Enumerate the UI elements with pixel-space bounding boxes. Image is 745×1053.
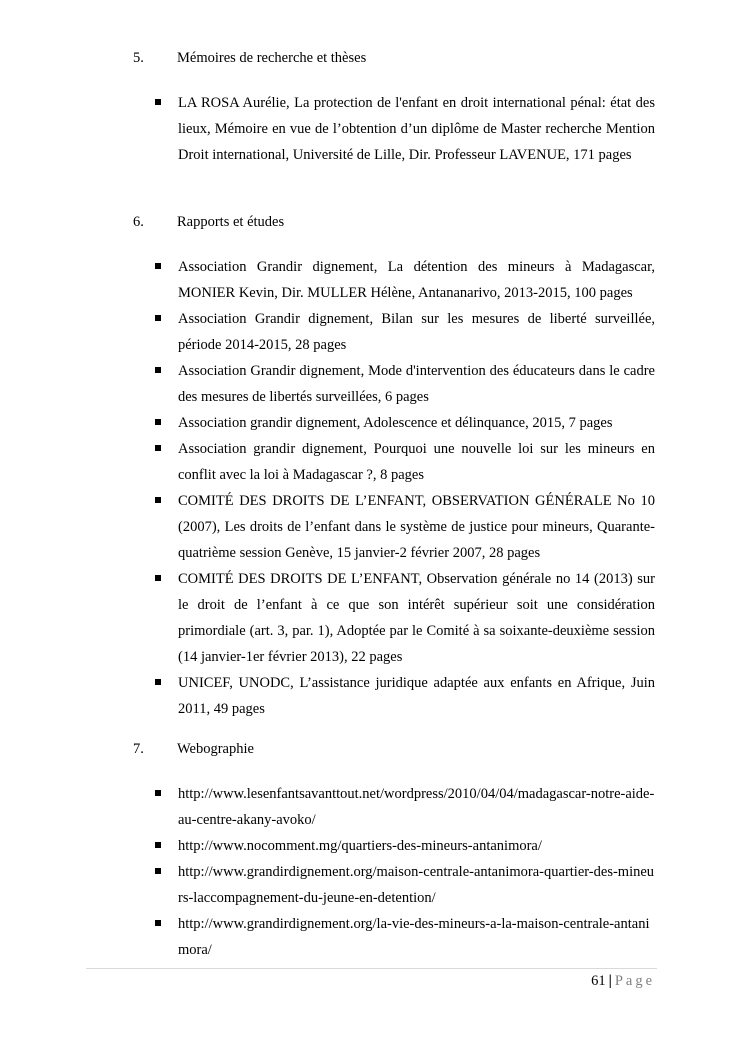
- bullet-icon: [155, 419, 161, 425]
- section-5-list: [152, 90, 655, 168]
- list-item: Association Grandir dignement, La détention des mineurs à Madagascar, MONIER Kevin, Dir. MULLER Hélène, Antananarivo, 2013-2015, 100 pages: [152, 254, 655, 306]
- list-item-link[interactable]: http://www.lesenfantsavanttout.net/wordpress/2010/04/04/madagascar-notre-aide-au-centre-akany-avoko/: [152, 781, 655, 833]
- page-number: 61: [591, 973, 606, 989]
- section-6-list: [152, 254, 655, 722]
- section-heading-7: [133, 741, 254, 758]
- list-item: Association grandir dignement, Pourquoi une nouvelle loi sur les mineurs en conflit avec la loi à Madagascar ?, 8 pages: [152, 436, 655, 488]
- bullet-icon: [155, 790, 161, 796]
- list-item: Association grandir dignement, Adolescence et délinquance, 2015, 7 pages: [152, 410, 655, 436]
- section-title: Rapports et études: [177, 214, 285, 230]
- list-item: LA ROSA Aurélie, La protection de l'enfant en droit international pénal: état des lieux, Mémoire en vue de l’obtention d’un diplôme de Master recherche Mention Droit international, Université de Lille, Dir. Professeur LAVENUE, 171 pages: [152, 90, 655, 168]
- bullet-icon: [155, 99, 161, 105]
- list-item: Association Grandir dignement, Bilan sur les mesures de liberté surveillée, période 2014-2015, 28 pages: [152, 306, 655, 358]
- bullet-icon: [155, 497, 161, 503]
- section-heading-5: [133, 50, 366, 67]
- bullet-icon: [155, 575, 161, 581]
- list-item: Association Grandir dignement, Mode d'intervention des éducateurs dans le cadre des mesures de libertés surveillées, 6 pages: [152, 358, 655, 410]
- bullet-icon: [155, 445, 161, 451]
- section-7-list: [152, 781, 655, 963]
- list-item: UNICEF, UNODC, L’assistance juridique adaptée aux enfants en Afrique, Juin 2011, 49 pages: [152, 670, 655, 722]
- section-number: 7.: [133, 741, 144, 757]
- bullet-icon: [155, 263, 161, 269]
- section-title: Mémoires de recherche et thèses: [177, 50, 367, 66]
- footer-separator: |: [608, 973, 612, 989]
- section-heading-6: [133, 214, 284, 231]
- section-number: 6.: [133, 214, 144, 230]
- section-title: Webographie: [177, 741, 254, 757]
- footer-divider: [86, 968, 657, 969]
- page-label: Page: [614, 973, 655, 989]
- bullet-icon: [155, 868, 161, 874]
- list-item: COMITÉ DES DROITS DE L’ENFANT, Observation générale no 14 (2013) sur le droit de l’enfant à ce que son intérêt supérieur soit une considération primordiale (art. 3, par. 1), Adoptée par le Comité à sa soixante-deuxième session (14 janvier-1er février 2013), 22 pages: [152, 566, 655, 670]
- bullet-icon: [155, 679, 161, 685]
- list-item: COMITÉ DES DROITS DE L’ENFANT, OBSERVATION GÉNÉRALE No 10 (2007), Les droits de l’enfant dans le système de justice pour mineurs, Quarante-quatrième session Genève, 15 janvier-2 février 2007, 28 pages: [152, 488, 655, 566]
- bullet-icon: [155, 367, 161, 373]
- bullet-icon: [155, 842, 161, 848]
- bullet-icon: [155, 920, 161, 926]
- page-footer: [591, 973, 655, 990]
- list-item-link[interactable]: http://www.grandirdignement.org/maison-centrale-antanimora-quartier-des-mineurs-laccompagnement-du-jeune-en-detention/: [152, 859, 655, 911]
- list-item-link[interactable]: http://www.nocomment.mg/quartiers-des-mineurs-antanimora/: [152, 833, 655, 859]
- bullet-icon: [155, 315, 161, 321]
- list-item-link[interactable]: http://www.grandirdignement.org/la-vie-des-mineurs-a-la-maison-centrale-antanimora/: [152, 911, 655, 963]
- section-number: 5.: [133, 50, 144, 66]
